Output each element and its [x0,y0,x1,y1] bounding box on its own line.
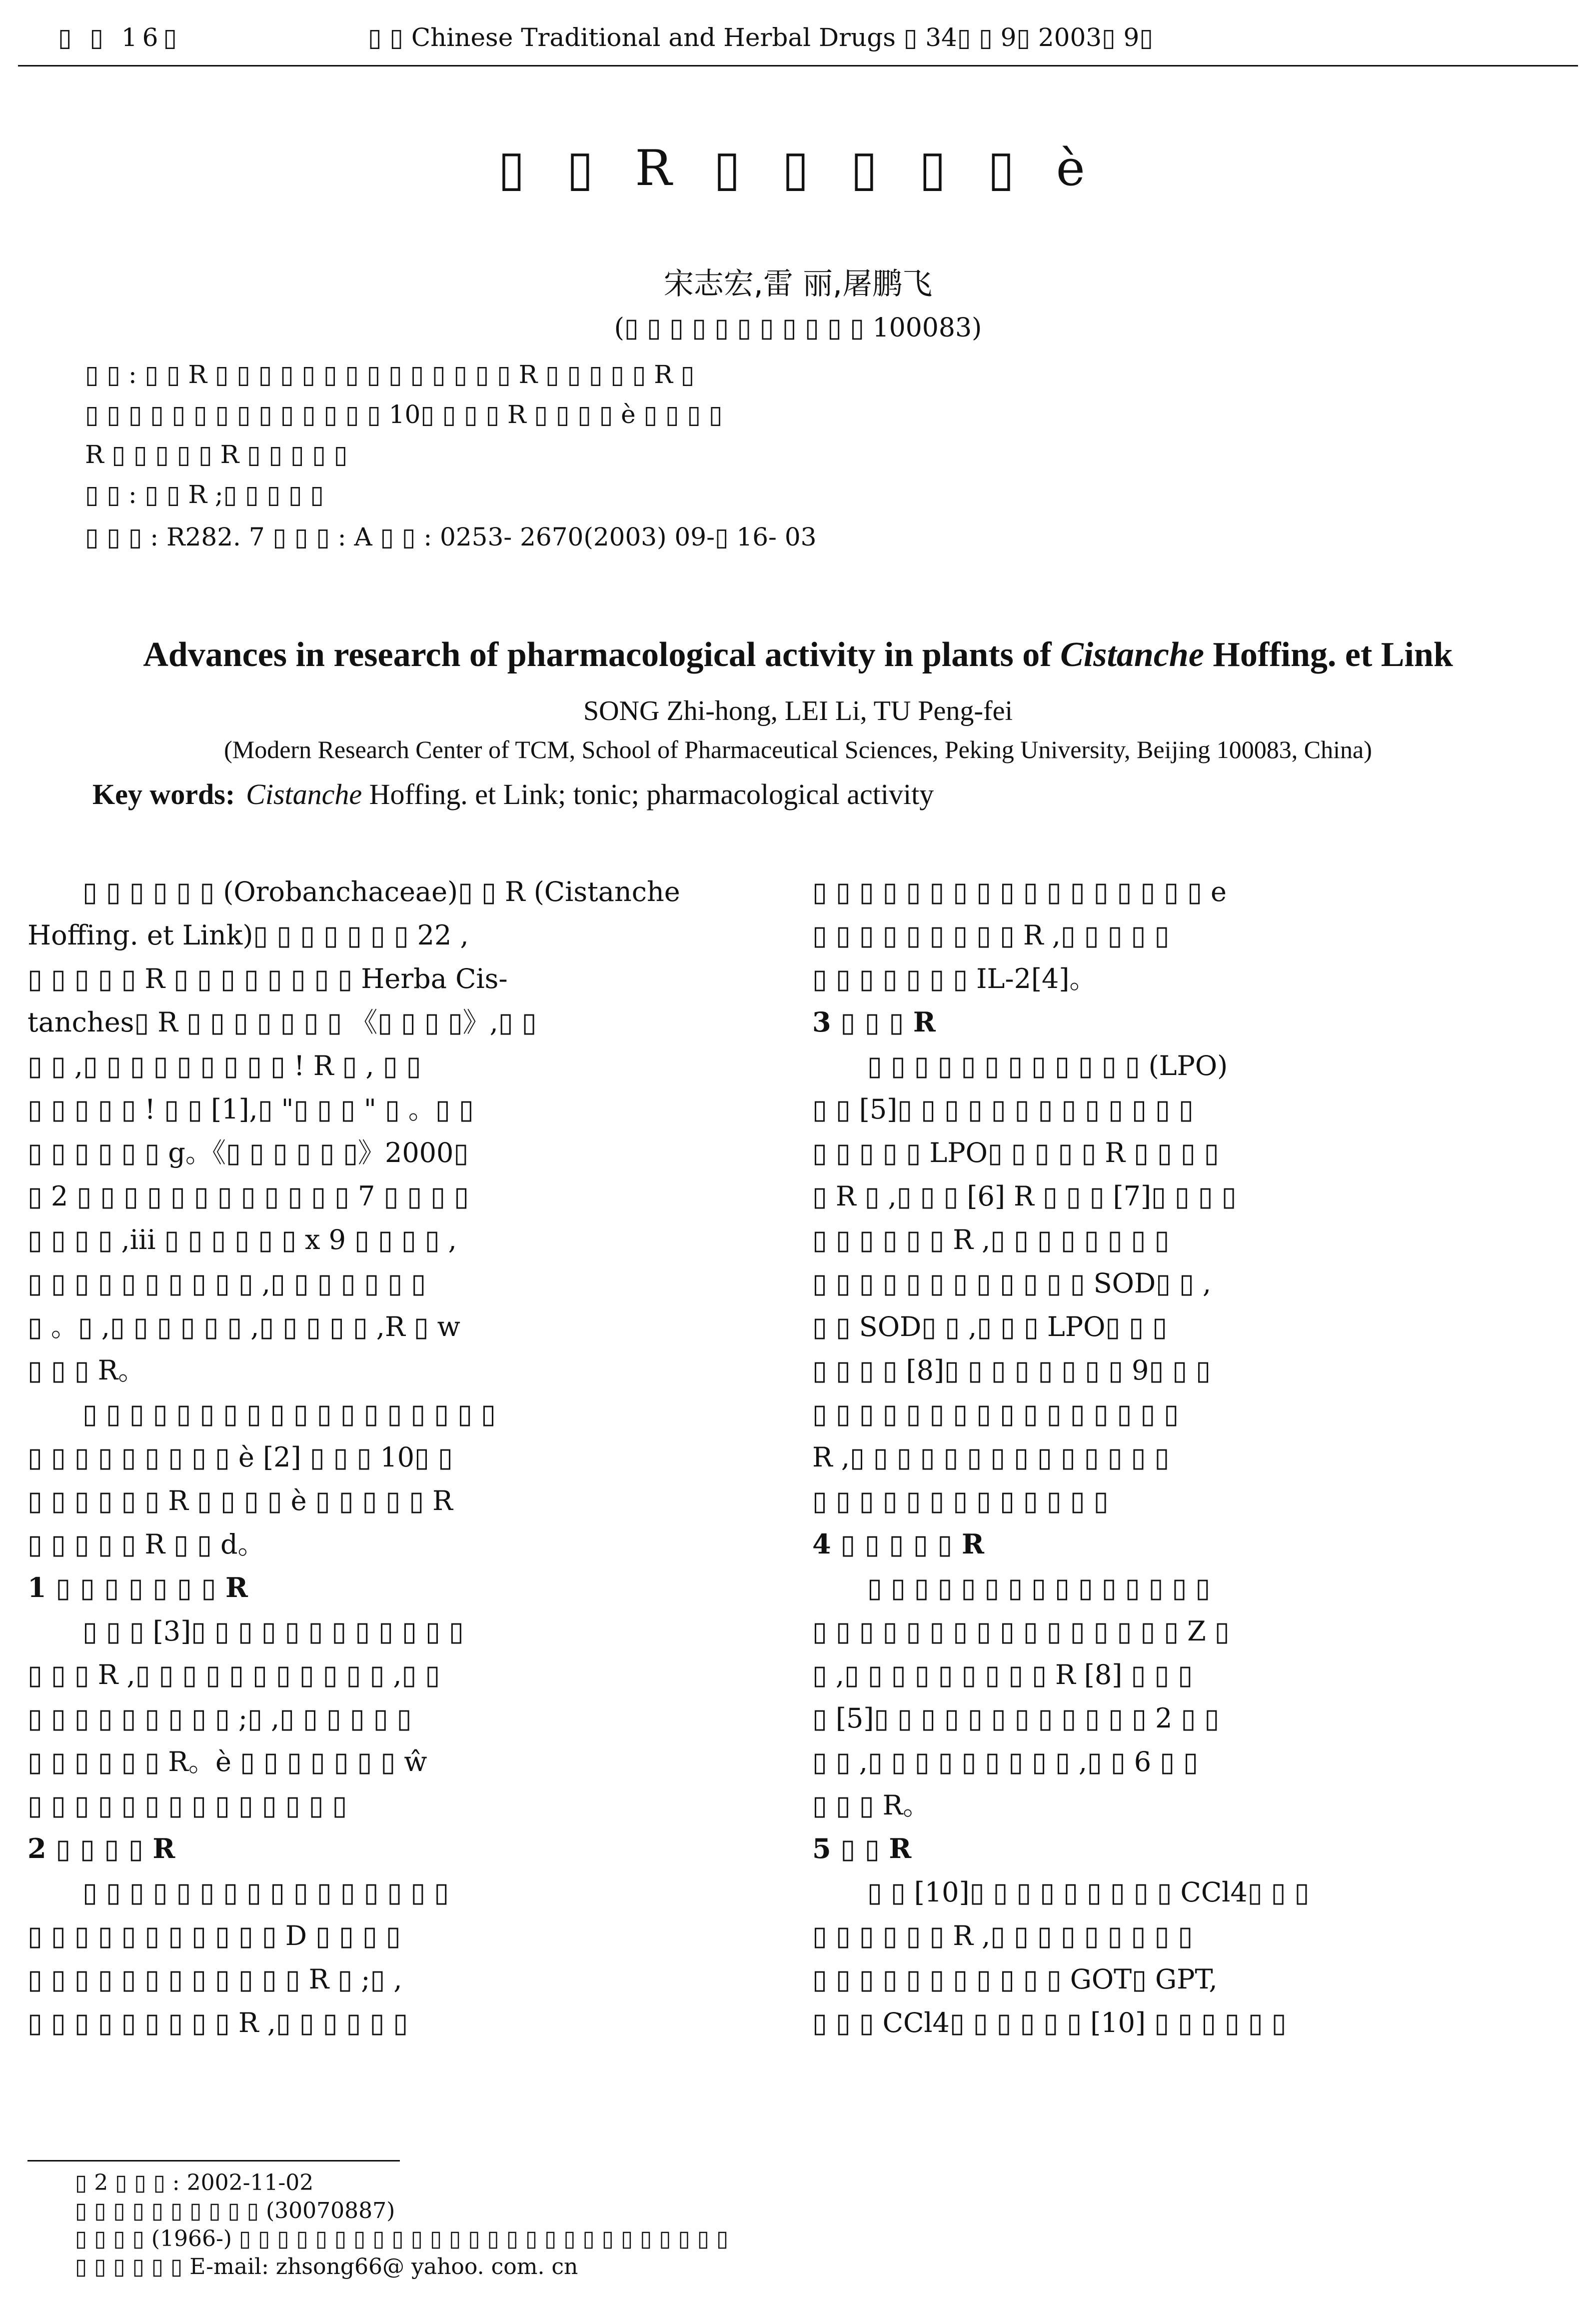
section-heading: 1 ▯ ▯ ▯ ▯ ▯ ▯ ▯ R [27,1572,248,1604]
running-header [18,20,1578,66]
body-text-line: ▯ ▯ ▯ ▯ ▯ ▯ ▯ ▯ ▯ ▯ ▯ ▯ ▯ ▯ ▯ ▯ Z ▯ [812,1616,1230,1647]
keywords-genus: Cistanche [246,778,362,810]
body-text-line: ▯ ▯ ▯ [3]▯ ▯ ▯ ▯ ▯ ▯ ▯ ▯ ▯ ▯ ▯ ▯ [82,1616,464,1647]
body-text-line: ▯ ▯ ,▯ ▯ ▯ ▯ ▯ ▯ ▯ ▯ ▯ ! R ▯ , ▯ ▯ [27,1050,421,1082]
authors-cn: 宋志宏,雷 丽,屠鹏飞 [663,266,933,302]
body-text-line: ▯ ▯ ▯ ▯ ▯ ▯ ▯ ▯ ▯ ▯ ,▯ ▯ ▯ ▯ ▯ ▯ ▯ [27,1268,426,1299]
body-text-line: ▯ ▯ ▯ ▯ ▯ ! ▯ ▯ [1],▯ "▯ ▯ ▯ " ▯ 。▯ ▯ [27,1094,474,1125]
body-text-line: ▯ ,▯ ▯ ▯ ▯ ▯ ▯ ▯ ▯ ▯ R [8] ▯ ▯ ▯ [812,1659,1193,1690]
body-text-line: ▯ ▯ ▯ ▯ ▯ ▯ ▯ ▯ ▯ ▯ ▯ ▯ R ▯ ;▯ , [27,1964,402,1995]
keywords-cn: ▯ ▯ : ▯ ▯ R ;▯ ▯ ▯ ▯ ▯ [85,480,324,509]
body-text-line: ▯ ▯ ▯ R。 [812,1790,930,1821]
body-text-line: ▯ R ▯ ,▯ ▯ ▯ [6] R ▯ ▯ ▯ [7]▯ ▯ ▯ ▯ [812,1180,1237,1212]
title-en-suffix: Hoffing. et Link [1204,636,1453,674]
body-text-line: ▯ ▯ ▯ ▯ ▯ LPO▯ ▯ ▯ ▯ ▯ R ▯ ▯ ▯ ▯ [812,1137,1219,1168]
body-text-line: ▯ ▯ ▯ ▯ ▯ ▯ R ,▯ ▯ ▯ ▯ ▯ ▯ ▯ ▯ [812,1224,1170,1256]
body-text-line: ▯ ▯ ▯ ▯ ▯ ▯ (Orobanchaceae)▯ ▯ R (Cistanche [82,876,680,908]
section-heading: 5 ▯ ▯ R [812,1832,912,1864]
title-en-prefix: Advances in research of pharmacological activity in plants of [143,636,1061,674]
body-text-line: ▯ ▯ ▯ ▯ [8]▯ ▯ ▯ ▯ ▯ ▯ ▯ ▯ 9▯ ▯ ▯ [812,1354,1211,1386]
body-text-line: ▯ ▯ ▯ ▯ ▯ ▯ ▯ ▯ ▯ ▯ ▯ ▯ (LPO) [867,1050,1228,1082]
affiliation-en: (Modern Research Center of TCM, School of Pharmaceutical Sciences, Peking University, Beijing 100083, China) [224,736,1372,764]
classification-line: ▯ ▯ ▯ : R282. 7 ▯ ▯ ▯ : A ▯ ▯ : 0253- 2670(2003) 09-▯ 16- 03 [85,522,817,552]
keywords-rest: Hoffing. et Link; tonic; pharmacological activity [362,778,934,810]
body-text-line: ▯ ▯ ,▯ ▯ ▯ ▯ ▯ ▯ ▯ ▯ ▯ ,▯ ▯ 6 ▯ ▯ [812,1746,1198,1778]
body-text-line: tanches▯ R ▯ ▯ ▯ ▯ ▯ ▯ ▯ 《▯ ▯ ▯ ▯》,▯ ▯ [27,1006,537,1038]
body-text-line: ▯ ▯ ▯ ▯ ▯ ▯ ▯ ▯ ▯ ▯ ▯ ▯ ▯ ▯ ▯ [867,1572,1211,1604]
abstract-line: ▯ ▯ : ▯ ▯ R ▯ ▯ ▯ ▯ ▯ ▯ ▯ ▯ ▯ ▯ ▯ ▯ ▯ ▯ R ▯ ▯ ▯ ▯ ▯ R ▯ [85,360,695,389]
body-text-line: R ,▯ ▯ ▯ ▯ ▯ ▯ ▯ ▯ ▯ ▯ ▯ ▯ ▯ ▯ [812,1442,1170,1473]
body-text-line: ▯ 2 ▯ ▯ ▯ ▯ ▯ ▯ ▯ ▯ ▯ ▯ ▯ ▯ 7 ▯ ▯ ▯ ▯ [27,1180,469,1212]
affiliation-cn: (▯ ▯ ▯ ▯ ▯ ▯ ▯ ▯ ▯ ▯ ▯ 100083) [614,313,982,343]
body-text-line: ▯ ▯ ▯ ▯ ▯ ▯ ▯ ▯ ▯ R ,▯ ▯ ▯ ▯ ▯ [812,920,1170,951]
body-text-line: ▯ ▯ ▯ ▯ ▯ ▯ ▯ ▯ ▯ ▯ ▯ GOT▯ GPT, [812,1964,1218,1995]
body-text-line: ▯ ▯ ▯ ▯ ▯ ▯ ▯ ▯ ▯ ▯ ▯ ▯ ▯ ▯ ▯ ▯ [812,1398,1179,1430]
body-text-line: ▯ ▯ ▯ R ,▯ ▯ ▯ ▯ ▯ ▯ ▯ ▯ ▯ ▯ ▯ ,▯ ▯ [27,1659,440,1690]
body-left-column [27,870,750,2044]
body-text-line: ▯ ▯ ▯ ▯ ▯ ▯ ▯ ▯ ▯ ▯ ▯ ▯ ▯ [812,1485,1109,1516]
footnote-line: ▯ 2 ▯ ▯ ▯ : 2002-11-02 [75,2170,314,2196]
section-heading: 4 ▯ ▯ ▯ ▯ ▯ R [812,1528,984,1560]
body-text-line: ▯ ▯ ▯ ▯ ▯ ▯ ▯ ▯ ▯ R ,▯ ▯ ▯ ▯ ▯ ▯ [27,2007,408,2038]
body-text-line: ▯ ▯ ▯ ▯ ▯ ▯ ▯ ▯ ▯ ;▯ ,▯ ▯ ▯ ▯ ▯ ▯ [27,1702,412,1734]
footnote-line: ▯ ▯ ▯ ▯ (1966-) ▯ ▯ ▯ ▯ ▯ ▯ ▯ ▯ ▯ ▯ ▯ ▯ ▯ ▯ ▯ ▯ ▯ ▯ ▯ ▯ ▯ ▯ ▯ ▯ ▯ ▯ [75,2226,729,2252]
abstract-line: ▯ ▯ ▯ ▯ ▯ ▯ ▯ ▯ ▯ ▯ ▯ ▯ ▯ ▯ 10▯ ▯ ▯ ▯ R ▯ ▯ ▯ ▯ è ▯ ▯ ▯ ▯ [85,400,723,429]
footnote-line: ▯ ▯ ▯ ▯ ▯ ▯ ▯ ▯ ▯ ▯ (30070887) [75,2198,395,2224]
body-text-line: Hoffing. et Link)▯ ▯ ▯ ▯ ▯ ▯ ▯ 22 , [27,920,469,951]
footnote-rule [27,2160,400,2162]
body-text-line: ▯ ▯ ▯ ▯ ▯ ▯ R ,▯ ▯ ▯ ▯ ▯ ▯ ▯ ▯ ▯ [812,1920,1193,1952]
body-text-line: ▯ ▯ ▯ ▯ ▯ ▯ ▯ ▯ ▯ ▯ ▯ D ▯ ▯ ▯ ▯ [27,1920,401,1952]
body-text-line: ▯ 。▯ ,▯ ▯ ▯ ▯ ▯ ▯ ,▯ ▯ ▯ ▯ ▯ ,R ▯ w [27,1311,460,1342]
footnotes [75,2169,1525,2281]
body-right-column [812,870,1535,2044]
body-text-line: ▯ ▯ ▯ CCl4▯ ▯ ▯ ▯ ▯ ▯ [10] ▯ ▯ ▯ ▯ ▯ ▯ [812,2007,1287,2038]
body-text-line: ▯ ▯ ▯ ▯ ▯ ▯ ▯ ▯ ▯ ▯ ▯ ▯ ▯ ▯ ▯ ▯ ▯ ▯ [82,1398,496,1430]
authors-en: SONG Zhi-hong, LEI Li, TU Peng-fei [583,696,1013,726]
body-text-line: ▯ ▯ ▯ ▯ ▯ ▯ R ▯ ▯ ▯ ▯ è ▯ ▯ ▯ ▯ ▯ R [27,1485,453,1516]
body-text-line: ▯ ▯ ▯ R。 [27,1354,145,1386]
header-journal-info: ▯ ▯ Chinese Traditional and Herbal Drugs ▯ 34▯ ▯ 9▯ 2003▯ 9▯ [368,23,1153,52]
body-text-line: ▯ ▯ ▯ ▯ ▯ ▯ ▯ ▯ ▯ ▯ ▯ ▯ SOD▯ ▯ , [812,1268,1212,1299]
body-text-line: ▯ ▯ ▯ ▯ ▯ ▯ ▯ ▯ ▯ ▯ ▯ ▯ ▯ ▯ ▯ ▯ [82,1876,449,1908]
body-text-line: ▯ ▯ ▯ ▯ ▯ ▯ ▯ IL-2[4]。 [812,963,1097,994]
body-text-line: ▯ ▯ SOD▯ ▯ ,▯ ▯ ▯ LPO▯ ▯ ▯ [812,1311,1167,1342]
keywords-label: Key words: [92,778,235,810]
body-text-line: ▯ ▯ ▯ ▯ ▯ R ▯ ▯ d。 [27,1528,265,1560]
body-text-line: ▯ ▯ ▯ ▯ ▯ ▯ ▯ ▯ ▯ ▯ ▯ ▯ ▯ ▯ ▯ ▯ ▯ e [812,876,1227,908]
body-text-line: ▯ ▯ ▯ ▯ ▯ R ▯ ▯ ▯ ▯ ▯ ▯ ▯ ▯ Herba Cis- [27,963,508,994]
body-text-line: ▯ ▯ ▯ ▯ ▯ ▯ g。《▯ ▯ ▯ ▯ ▯ ▯》2000▯ [27,1137,469,1168]
body-text-line: ▯ [5]▯ ▯ ▯ ▯ ▯ ▯ ▯ ▯ ▯ ▯ ▯ ▯ 2 ▯ ▯ [812,1702,1220,1734]
header-page-number: ▯ ▯ 16▯ [58,23,182,52]
body-text-line: ▯ ▯ ▯ ▯ ▯ ▯ ▯ ▯ ▯ ▯ ▯ ▯ ▯ ▯ [27,1790,347,1821]
section-heading: 2 ▯ ▯ ▯ ▯ R [27,1832,175,1864]
section-heading: 3 ▯ ▯ ▯ R [812,1006,936,1038]
body-text-line: ▯ ▯ ▯ ▯ ▯ ▯ ▯ ▯ ▯ è [2] ▯ ▯ ▯ 10▯ ▯ [27,1442,453,1473]
article-title-cn: ▯ ▯ R ▯ ▯ ▯ ▯ ▯ è [498,140,1098,197]
body-text-line: ▯ ▯ [10]▯ ▯ ▯ ▯ ▯ ▯ ▯ ▯ ▯ CCl4▯ ▯ ▯ [867,1876,1310,1908]
title-en-genus: Cistanche [1060,636,1204,674]
body-text-line: ▯ ▯ [5]▯ ▯ ▯ ▯ ▯ ▯ ▯ ▯ ▯ ▯ ▯ ▯ ▯ [812,1094,1194,1125]
body-text-line: ▯ ▯ ▯ ▯ ,iii ▯ ▯ ▯ ▯ ▯ ▯ x 9 ▯ ▯ ▯ ▯ , [27,1224,457,1256]
footnote-line: ▯ ▯ ▯ ▯ ▯ ▯ E-mail: zhsong66@ yahoo. com. cn [75,2254,578,2280]
keywords-en [92,778,934,811]
abstract-line: R ▯ ▯ ▯ ▯ ▯ R ▯ ▯ ▯ ▯ ▯ [85,440,348,469]
article-title-en [0,635,1596,675]
body-text-line: ▯ ▯ ▯ ▯ ▯ ▯ R。è ▯ ▯ ▯ ▯ ▯ ▯ ▯ ŵ [27,1746,427,1778]
